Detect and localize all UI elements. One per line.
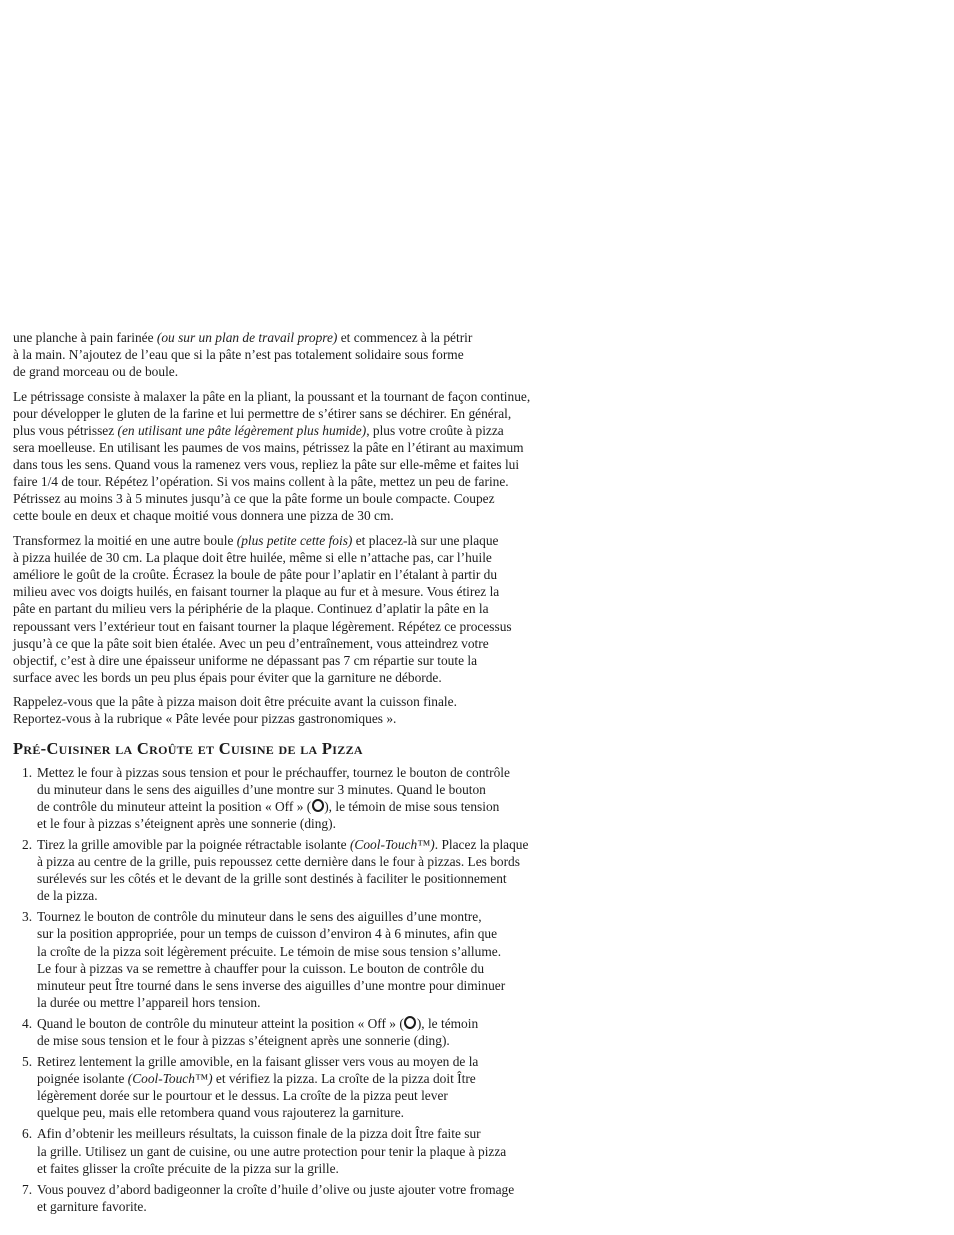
text-column [13, 329, 579, 1219]
step-number: 4. [22, 1015, 33, 1031]
list-item: 1. Mettez le four à pizzas sous tension et pour le préchauffer, tournez le bouton de contrôle du minuteur dans le sens des aiguilles d’une montre sur 3 minutes. Quand le bouton de contrôle du minuteur atteint la position « Off » ( ), le témoin de mise sous tension et le four à pizzas s’éteignent après une sonnerie (ding). [22, 764, 510, 831]
step-number: 5. [22, 1054, 33, 1070]
intro-paragraph-2: Le pétrissage consiste à malaxer la pâte en la pliant, la poussant et la tournant de façon continue, pour développer le gluten de la farine et lui permettre de s’étirer sans se déchirer. En général, plus vous pétrissez (en utilisant une pâte légèrement plus humide), plus votre croûte à pizza sera moelleuse. En utilisant les paumes de vos mains, pétrissez la pâte en l’étirant au maximum dans tous les sens. Quand vous la ramenez vers vous, repliez la pâte sur elle-même et faites lui faire 1/4 de tour. Répétez l’opération. Si vos mains collent à la pâte, mettez un peu de farine. Pétrissez au moins 3 à 5 minutes jusqu’à ce que la pâte forme un boule compacte. Coupez cette boule en deux et chaque moitié vous donnera une pizza de 30 cm. [13, 388, 531, 524]
intro-paragraph-1: une planche à pain farinée (ou sur un plan de travail propre) et commencez à la pétrir à la main. N’ajoutez de l’eau que si la pâte n’est pas totalement solidaire sous forme de grand morceau ou de boule. [13, 330, 473, 380]
list-item: 2. Tirez la grille amovible par la poignée rétractable isolante (Cool-Touch™). Placez la plaque à pizza au centre de la grille, puis repoussez cette dernière dans le four à pizzas. Les bords surélevés sur les côtés et le devant de la grille sont destinés à faciliter le positionnement de la pizza. [22, 836, 529, 904]
power-off-circle-icon [312, 799, 324, 812]
steps-list [13, 764, 579, 1215]
list-item: 4. Quand le bouton de contrôle du minuteur atteint la position « Off » ( ), le témoin de mise sous tension et le four à pizzas s’éteignent après une sonnerie (ding). [22, 1015, 479, 1048]
list-item: 6. Afin d’obtenir les meilleurs résultats, la cuisson finale de la pizza doit Ître faite sur la grille. Utilisez un gant de cuisine, ou une autre protection pour tenir la plaque à pizza et faites glisser la croîte précuite de la pizza sur la grille. [22, 1126, 507, 1176]
step-number: 6. [22, 1126, 33, 1142]
list-item: 5. Retirez lentement la grille amovible, en la faisant glisser vers vous au moyen de la poignée isolante (Cool-Touch™) et vérifiez la pizza. La croîte de la pizza doit Ître légèrement dorée sur le pourtour et le dessus. La croîte de la pizza peut lever quelque peu, mais elle retombera quand vous rajouterez la garniture. [22, 1054, 479, 1121]
step-number: 1. [22, 764, 33, 780]
step-number: 3. [22, 909, 33, 925]
section-heading: Pré-Cuisiner la Croûte et Cuisine de la Pizza [13, 738, 363, 758]
list-item: 7. Vous pouvez d’abord badigeonner la croîte d’huile d’olive ou juste ajouter votre fromage et garniture favorite. [22, 1181, 515, 1214]
intro-paragraph-4: Rappelez-vous que la pâte à pizza maison doit être précuite avant la cuisson finale. Reportez-vous à la rubrique « Pâte levée pour pizzas gastronomiques ». [13, 694, 457, 727]
list-item: 3. Tournez le bouton de contrôle du minuteur dans le sens des aiguilles d’une montre, sur la position appropriée, pour un temps de cuisson d’environ 4 à 6 minutes, afin que la croîte de la pizza soit légèrement précuite. Le témoin de mise sous tension s’allume. Le four à pizzas va se remettre à chauffer pour la cuisson. Le bouton de contrôle du minuteur peut Ître tourné dans le sens inverse des aiguilles d’une montre pour diminuer la durée ou mettre l’appareil hors tension. [22, 909, 506, 1010]
step-number: 7. [22, 1181, 33, 1197]
step-number: 2. [22, 836, 33, 852]
power-off-circle-icon [404, 1016, 416, 1029]
intro-paragraph-3: Transformez la moitié en une autre boule (plus petite cette fois) et placez-là sur une plaque à pizza huilée de 30 cm. La plaque doit être huilée, même si elle n’attache pas, car l’huile améliore le goût de la croûte. Écrasez la boule de pâte pour l’aplatir en l’étalant à partir du milieu avec vos doigts huilés, en faisant tourner la plaque au fur et à mesure. Vous étirez la pâte en partant du milieu vers la périphérie de la plaque. Continuez d’aplatir la pâte en la repoussant vers l’extérieur tout en faisant tourner la plaque légèrement. Répétez ce processus jusqu’à ce que la pâte soit bien étalée. Avec un peu d’entraînement, vous atteindrez votre objectif, c’est à dire une épaisseur uniforme ne dépassant pas 7 cm répartie sur toute la surface avec les bords un peu plus épais pour éviter que la garniture ne déborde. [13, 533, 512, 685]
